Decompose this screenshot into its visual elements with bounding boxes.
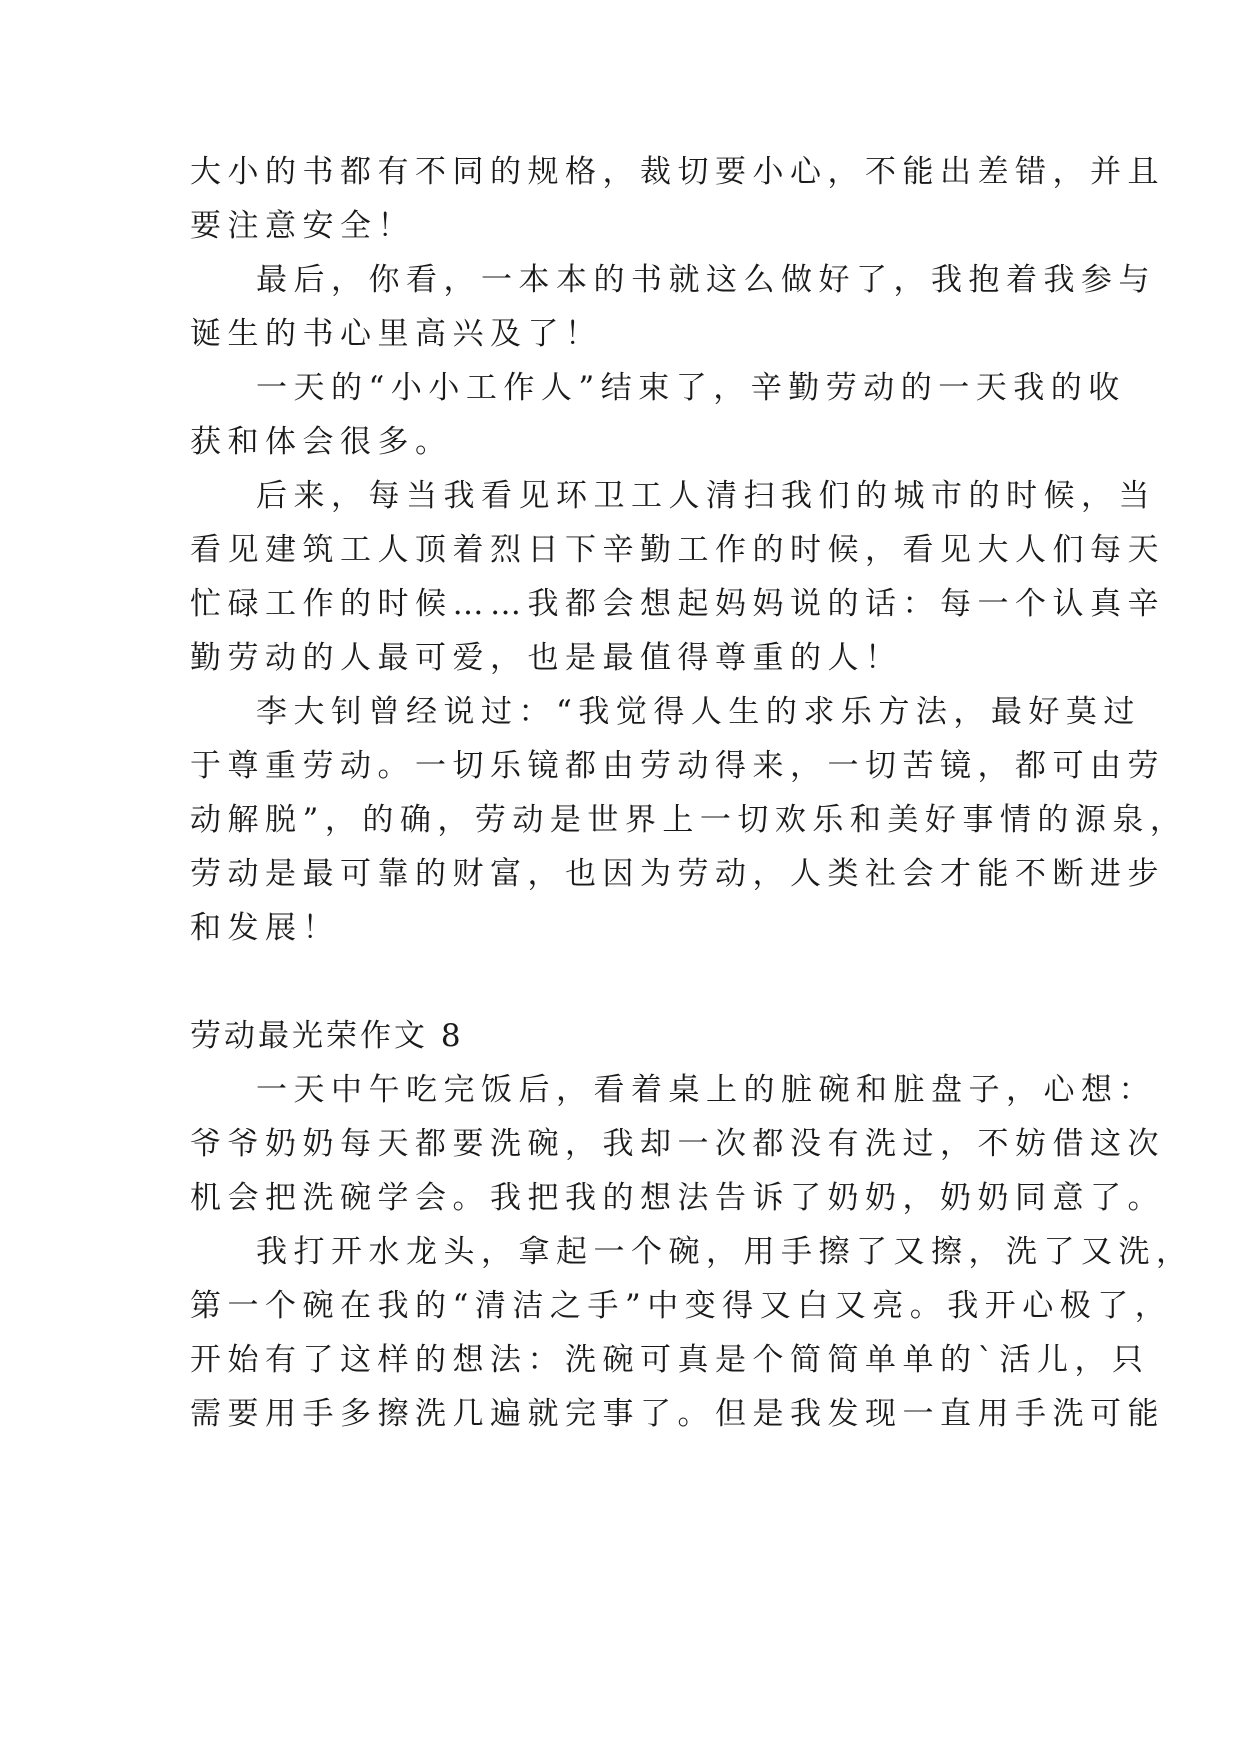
text-line: 要注意安全！ bbox=[190, 208, 415, 244]
text-line: 爷爷奶奶每天都要洗碗，我却一次都没有洗过，不妨借这次 bbox=[190, 1126, 1165, 1162]
text-line: 一天中午吃完饭后，看着桌上的脏碗和脏盘子，心想： bbox=[256, 1072, 1156, 1108]
text-line: 第一个碗在我的“清洁之手”中变得又白又亮。我开心极了， bbox=[190, 1288, 1173, 1324]
text-line: 我打开水龙头，拿起一个碗，用手擦了又擦，洗了又洗， bbox=[256, 1234, 1194, 1270]
text-line: 大小的书都有不同的规格，裁切要小心，不能出差错，并且 bbox=[190, 154, 1165, 190]
text-line: 后来，每当我看见环卫工人清扫我们的城市的时候，当 bbox=[256, 478, 1156, 514]
text-line: 和发展！ bbox=[190, 910, 340, 946]
text-line: 获和体会很多。 bbox=[190, 424, 453, 460]
text-line: 勤劳动的人最可爱，也是最值得尊重的人！ bbox=[190, 640, 903, 676]
text-line: 忙碌工作的时候……我都会想起妈妈说的话：每一个认真辛 bbox=[190, 586, 1165, 622]
text-line: 诞生的书心里高兴及了！ bbox=[190, 316, 603, 352]
text-line: 李大钊曾经说过：“我觉得人生的求乐方法，最好莫过 bbox=[256, 694, 1141, 730]
text-line: 一天的“小小工作人”结束了，辛勤劳动的一天我的收 bbox=[256, 370, 1126, 406]
text-line: 开始有了这样的想法：洗碗可真是个简简单单的`活儿，只 bbox=[190, 1342, 1150, 1378]
text-line: 看见建筑工人顶着烈日下辛勤工作的时候，看见大人们每天 bbox=[190, 532, 1165, 568]
text-line: 劳动是最可靠的财富，也因为劳动，人类社会才能不断进步 bbox=[190, 856, 1165, 892]
text-line: 机会把洗碗学会。我把我的想法告诉了奶奶，奶奶同意了。 bbox=[190, 1180, 1165, 1216]
text-line: 动解脱”，的确，劳动是世界上一切欢乐和美好事情的源泉， bbox=[190, 802, 1188, 838]
section-heading: 劳动最光荣作文 8 bbox=[190, 1018, 464, 1054]
text-line: 于尊重劳动。一切乐镜都由劳动得来，一切苦镜，都可由劳 bbox=[190, 748, 1165, 784]
text-line: 需要用手多擦洗几遍就完事了。但是我发现一直用手洗可能 bbox=[190, 1396, 1165, 1432]
text-line: 最后，你看，一本本的书就这么做好了，我抱着我参与 bbox=[256, 262, 1156, 298]
